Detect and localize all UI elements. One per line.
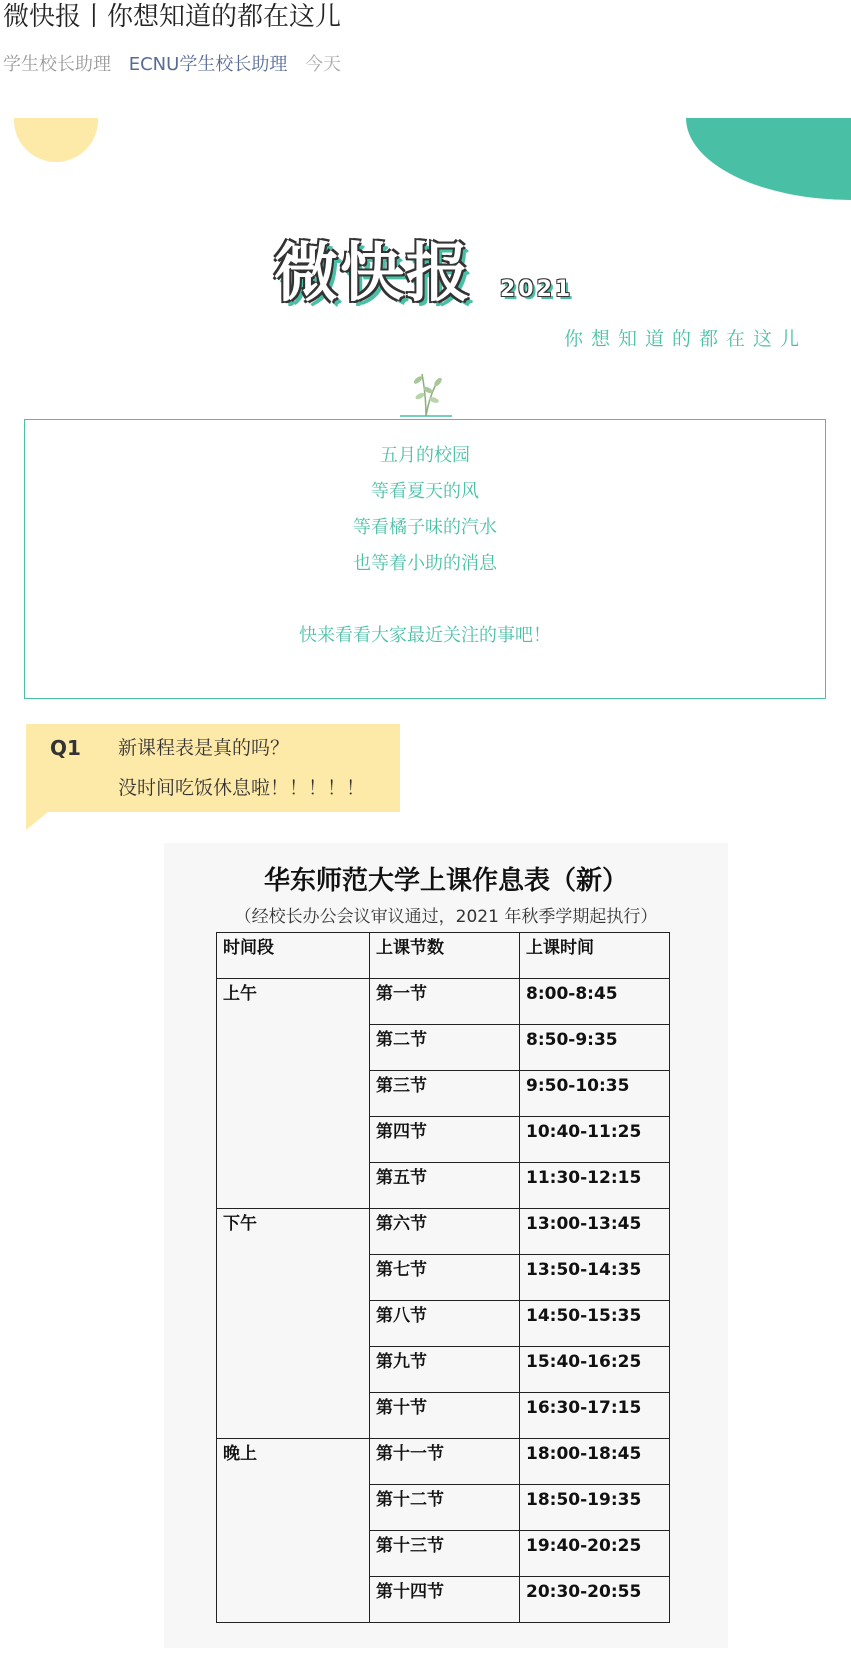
time-cell: 18:00-18:45 (520, 1439, 670, 1485)
session-cell: 第十三节 (370, 1531, 520, 1577)
session-cell: 第三节 (370, 1071, 520, 1117)
period-cell: 下午 (217, 1209, 370, 1439)
session-cell: 第八节 (370, 1301, 520, 1347)
article-meta (3, 52, 341, 78)
time-cell: 18:50-19:35 (520, 1485, 670, 1531)
time-cell: 20:30-20:55 (520, 1577, 670, 1623)
time-cell: 9:50-10:35 (520, 1071, 670, 1117)
schedule-image (164, 843, 728, 1648)
session-cell: 第十四节 (370, 1577, 520, 1623)
author-name: 学生校长助理 (3, 54, 111, 75)
session-cell: 第七节 (370, 1255, 520, 1301)
intro-line: 也等着小助的消息 (353, 553, 497, 574)
brand-year: 2021 (500, 277, 574, 302)
account-link[interactable]: ECNU学生校长助理 (128, 54, 288, 75)
schedule-title: 华东师范大学上课作息表（新） (263, 866, 628, 896)
call-to-action: 快来看看大家最近关注的事吧！ (299, 625, 551, 646)
sprout-icon (398, 362, 454, 418)
session-cell: 第十一节 (370, 1439, 520, 1485)
bubble-tail (26, 812, 48, 830)
session-cell: 第六节 (370, 1209, 520, 1255)
session-cell: 第二节 (370, 1025, 520, 1071)
period-cell: 上午 (217, 979, 370, 1209)
question-line: 没时间吃饭休息啦！！！！！ (118, 777, 366, 799)
decorative-yellow-circle (14, 118, 98, 162)
time-cell: 15:40-16:25 (520, 1347, 670, 1393)
question-line: 新课程表是真的吗？ (118, 737, 290, 759)
header-cell: 上课时间 (520, 933, 670, 979)
article-title: 微快报丨你想知道的都在这儿 (3, 2, 342, 32)
time-cell: 13:00-13:45 (520, 1209, 670, 1255)
header-cell: 时间段 (217, 933, 370, 979)
schedule-table (216, 932, 670, 1623)
question-label: Q1 (50, 736, 81, 760)
time-cell: 13:50-14:35 (520, 1255, 670, 1301)
time-cell: 8:00-8:45 (520, 979, 670, 1025)
brand-title: 微快报 (274, 237, 472, 311)
session-cell: 第九节 (370, 1347, 520, 1393)
intro-line: 五月的校园 (380, 445, 470, 466)
header-cell: 上课节数 (370, 933, 520, 979)
time-cell: 19:40-20:25 (520, 1531, 670, 1577)
schedule-subtitle: （经校长办公会议审议通过，2021 年秋季学期起执行） (234, 907, 658, 927)
session-cell: 第一节 (370, 979, 520, 1025)
decorative-green-shape (686, 118, 851, 200)
time-cell: 10:40-11:25 (520, 1117, 670, 1163)
session-cell: 第四节 (370, 1117, 520, 1163)
session-cell: 第五节 (370, 1163, 520, 1209)
intro-line: 等看夏天的风 (371, 481, 479, 502)
table-header-row (217, 933, 670, 979)
brand-slogan: 你想知道的都在这儿 (564, 328, 808, 350)
session-cell: 第十二节 (370, 1485, 520, 1531)
table-row (217, 979, 670, 1025)
table-row (217, 1209, 670, 1255)
question-bubble (26, 724, 400, 812)
publish-date: 今天 (305, 54, 342, 75)
session-cell: 第十节 (370, 1393, 520, 1439)
time-cell: 8:50-9:35 (520, 1025, 670, 1071)
time-cell: 16:30-17:15 (520, 1393, 670, 1439)
period-cell: 晚上 (217, 1439, 370, 1623)
intro-box (24, 419, 826, 699)
table-row (217, 1439, 670, 1485)
time-cell: 11:30-12:15 (520, 1163, 670, 1209)
intro-line: 等看橘子味的汽水 (353, 517, 497, 538)
time-cell: 14:50-15:35 (520, 1301, 670, 1347)
